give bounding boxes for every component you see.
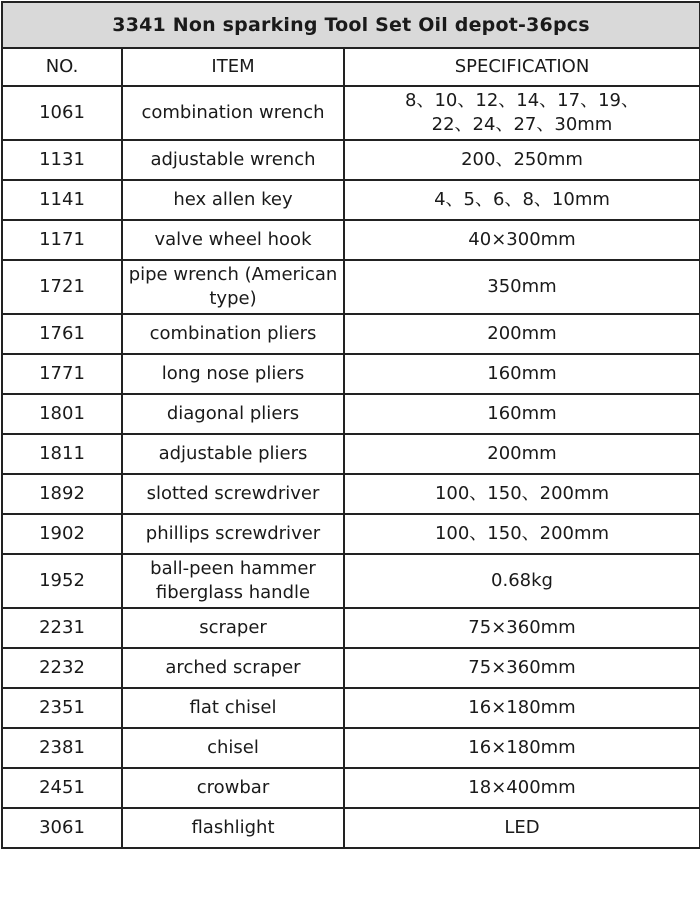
cell-item-line: ball-peen hammer bbox=[150, 558, 316, 579]
cell-item: scraper bbox=[122, 608, 344, 648]
table-row bbox=[2, 514, 700, 554]
spec-table bbox=[1, 1, 700, 849]
cell-item: diagonal pliers bbox=[122, 394, 344, 434]
table-row bbox=[2, 688, 700, 728]
cell-no: 1131 bbox=[2, 140, 122, 180]
table-row bbox=[2, 314, 700, 354]
cell-spec: 75×360mm bbox=[344, 648, 700, 688]
table-row bbox=[2, 554, 700, 608]
cell-no: 1811 bbox=[2, 434, 122, 474]
cell-item: combination pliers bbox=[122, 314, 344, 354]
cell-item: slotted screwdriver bbox=[122, 474, 344, 514]
cell-item: flat chisel bbox=[122, 688, 344, 728]
cell-spec: 200mm bbox=[344, 434, 700, 474]
header-item: ITEM bbox=[122, 48, 344, 86]
cell-spec: 100、150、200mm bbox=[344, 514, 700, 554]
table-row bbox=[2, 434, 700, 474]
cell-spec: 75×360mm bbox=[344, 608, 700, 648]
cell-no: 1801 bbox=[2, 394, 122, 434]
cell-item: chisel bbox=[122, 728, 344, 768]
table-row bbox=[2, 608, 700, 648]
cell-item-line: type) bbox=[209, 288, 257, 309]
cell-item: hex allen key bbox=[122, 180, 344, 220]
table-row bbox=[2, 354, 700, 394]
table-row bbox=[2, 220, 700, 260]
cell-item bbox=[122, 554, 344, 608]
cell-spec: 16×180mm bbox=[344, 728, 700, 768]
cell-spec: 18×400mm bbox=[344, 768, 700, 808]
table-row bbox=[2, 394, 700, 434]
table-row bbox=[2, 140, 700, 180]
cell-spec: LED bbox=[344, 808, 700, 848]
cell-no: 1771 bbox=[2, 354, 122, 394]
cell-no: 1892 bbox=[2, 474, 122, 514]
table-row bbox=[2, 474, 700, 514]
cell-no: 2231 bbox=[2, 608, 122, 648]
table-row bbox=[2, 728, 700, 768]
table-row bbox=[2, 768, 700, 808]
cell-spec: 100、150、200mm bbox=[344, 474, 700, 514]
cell-item: combination wrench bbox=[122, 86, 344, 140]
cell-no: 2351 bbox=[2, 688, 122, 728]
cell-spec: 16×180mm bbox=[344, 688, 700, 728]
cell-spec: 4、5、6、8、10mm bbox=[344, 180, 700, 220]
table-row bbox=[2, 180, 700, 220]
cell-no: 1721 bbox=[2, 260, 122, 314]
cell-no: 1141 bbox=[2, 180, 122, 220]
cell-spec: 350mm bbox=[344, 260, 700, 314]
table-row bbox=[2, 648, 700, 688]
cell-item: flashlight bbox=[122, 808, 344, 848]
cell-item: long nose pliers bbox=[122, 354, 344, 394]
table-row bbox=[2, 260, 700, 314]
cell-no: 1902 bbox=[2, 514, 122, 554]
cell-no: 2451 bbox=[2, 768, 122, 808]
cell-spec: 200mm bbox=[344, 314, 700, 354]
cell-spec: 160mm bbox=[344, 394, 700, 434]
title-row bbox=[2, 2, 700, 48]
cell-spec-line: 22、24、27、30mm bbox=[431, 114, 613, 135]
table-row bbox=[2, 808, 700, 848]
cell-spec: 40×300mm bbox=[344, 220, 700, 260]
cell-no: 3061 bbox=[2, 808, 122, 848]
cell-item: valve wheel hook bbox=[122, 220, 344, 260]
cell-no: 2232 bbox=[2, 648, 122, 688]
cell-spec: 160mm bbox=[344, 354, 700, 394]
cell-item-line: fiberglass handle bbox=[155, 582, 311, 603]
cell-item: adjustable wrench bbox=[122, 140, 344, 180]
header-no: NO. bbox=[2, 48, 122, 86]
cell-item: phillips screwdriver bbox=[122, 514, 344, 554]
cell-spec: 200、250mm bbox=[344, 140, 700, 180]
cell-spec-line: 8、10、12、14、17、19、 bbox=[405, 90, 639, 111]
cell-item-line: pipe wrench (American bbox=[128, 264, 338, 285]
cell-item: adjustable pliers bbox=[122, 434, 344, 474]
header-row bbox=[2, 48, 700, 86]
table-row bbox=[2, 86, 700, 140]
cell-spec: 0.68kg bbox=[344, 554, 700, 608]
cell-no: 1761 bbox=[2, 314, 122, 354]
cell-no: 1952 bbox=[2, 554, 122, 608]
cell-spec bbox=[344, 86, 700, 140]
cell-item: crowbar bbox=[122, 768, 344, 808]
header-spec: SPECIFICATION bbox=[344, 48, 700, 86]
cell-item bbox=[122, 260, 344, 314]
table-title: 3341 Non sparking Tool Set Oil depot-36pcs bbox=[2, 2, 700, 48]
cell-item: arched scraper bbox=[122, 648, 344, 688]
cell-no: 2381 bbox=[2, 728, 122, 768]
cell-no: 1061 bbox=[2, 86, 122, 140]
cell-no: 1171 bbox=[2, 220, 122, 260]
